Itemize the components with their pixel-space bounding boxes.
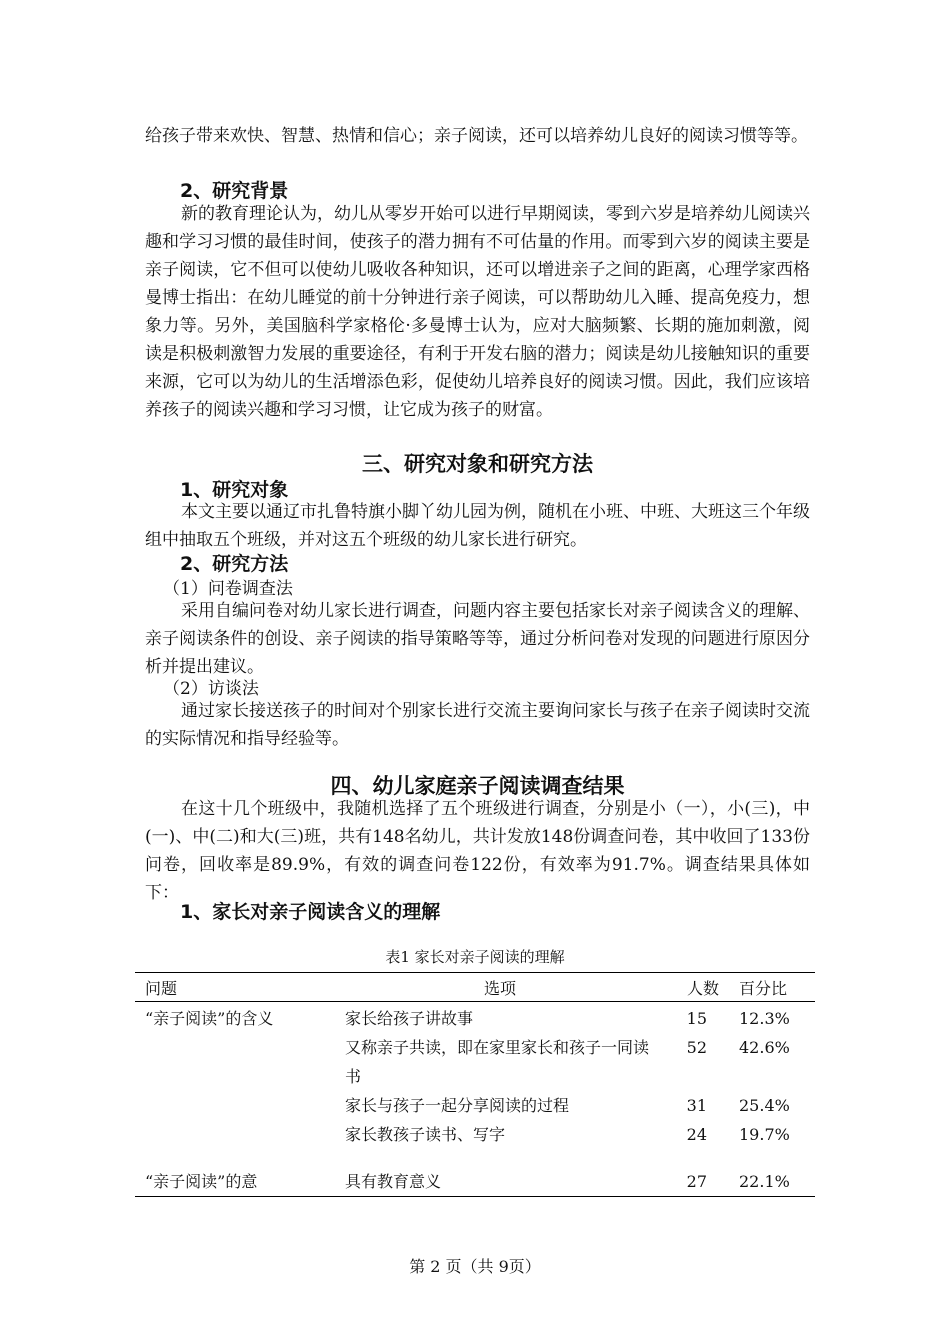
row-percent: 19.7% (739, 1125, 790, 1144)
row-option: 家长教孩子读书、写字 (345, 1125, 506, 1144)
survey-results-text: 在这十几个班级中，我随机选择了五个班级进行调查，分别是小（一），小(三)，中(一)、中(二)和大(三)班，共有148名幼儿，共计发放148份调查问卷，其中收回了133份问卷，回收率是89.9%，有效的调查问卷122份，有效率为91.7%。调查结果具体如下： (145, 799, 810, 903)
heading-research-subject: 1、研究对象 (180, 479, 289, 501)
row-count: 31 (686, 1096, 707, 1115)
page-footer: 第 2 页（共 9页） (409, 1257, 541, 1276)
heading-parent-understanding: 1、家长对亲子阅读含义的理解 (180, 901, 441, 923)
intro-continuation: 给孩子带来欢快、智慧、热情和信心；亲子阅读，还可以培养幼儿良好的阅读习惯等等。 (145, 126, 808, 146)
row-count: 15 (686, 1009, 707, 1028)
table-row (135, 1002, 815, 1034)
table-row (135, 1167, 815, 1197)
section-3-title: 三、研究对象和研究方法 (362, 452, 593, 476)
row-count: 24 (686, 1125, 707, 1144)
row-percent: 42.6% (739, 1038, 790, 1057)
research-background-text: 新的教育理论认为，幼儿从零岁开始可以进行早期阅读，零到六岁是培养幼儿阅读兴趣和学习习惯的最佳时间，使孩子的潜力拥有不可估量的作用。而零到六岁的阅读主要是亲子阅读，它不但可以使幼儿吸收各种知识，还可以增进亲子之间的距离，心理学家西格曼博士指出：在幼儿睡觉的前十分钟进行亲子阅读，可以帮助幼儿入睡、提高免疫力，想象力等。另外，美国脑科学家格伦·多曼博士认为，应对大脑频繁、长期的施加刺激，阅读是积极刺激智力发展的重要途径，有利于开发右脑的潜力；阅读是幼儿接触知识的重要来源，它可以为幼儿的生活增添色彩，促使幼儿培养良好的阅读习惯。因此，我们应该培养孩子的阅读兴趣和学习习惯，让它成为孩子的财富。 (145, 204, 810, 420)
heading-research-background: 2、研究背景 (180, 180, 289, 202)
header-question: 问题 (145, 978, 178, 998)
header-percent: 百分比 (739, 978, 788, 998)
row-count: 27 (686, 1172, 707, 1191)
header-count: 人数 (686, 978, 719, 998)
row-question: “亲子阅读”的含义 (145, 1009, 274, 1028)
method-questionnaire-text: 采用自编问卷对幼儿家长进行调查，问题内容主要包括家长对亲子阅读含义的理解、亲子阅读条件的创设、亲子阅读的指导策略等等，通过分析问卷对发现的问题进行原因分析并提出建议。 (145, 601, 810, 677)
research-subject-text: 本文主要以通辽市扎鲁特旗小脚丫幼儿园为例，随机在小班、中班、大班这三个年级组中抽取五个班级，并对这五个班级的幼儿家长进行研究。 (145, 502, 810, 550)
row-count: 52 (686, 1038, 707, 1057)
table-caption: 表1 家长对亲子阅读的理解 (385, 948, 565, 966)
row-percent: 12.3% (739, 1009, 790, 1028)
row-option: 又称亲子共读，即在家里家长和孩子一同读书 (345, 1038, 650, 1086)
method-questionnaire-label: （1）问卷调查法 (163, 579, 293, 599)
section-4-title: 四、幼儿家庭亲子阅读调查结果 (330, 774, 625, 798)
row-question: “亲子阅读”的意 (145, 1172, 258, 1191)
heading-research-method: 2、研究方法 (180, 553, 289, 575)
row-option: 家长与孩子一起分享阅读的过程 (345, 1096, 570, 1115)
row-option: 具有教育意义 (345, 1172, 442, 1191)
header-option: 选项 (483, 978, 516, 998)
method-interview-label: （2）访谈法 (163, 679, 259, 699)
understanding-table (135, 972, 815, 1197)
row-percent: 22.1% (739, 1172, 790, 1191)
row-option: 家长给孩子讲故事 (345, 1009, 474, 1028)
row-percent: 25.4% (739, 1096, 790, 1115)
table-header-row (135, 973, 815, 1002)
method-interview-text: 通过家长接送孩子的时间对个别家长进行交流主要询问家长与孩子在亲子阅读时交流的实际情况和指导经验等。 (145, 701, 810, 749)
